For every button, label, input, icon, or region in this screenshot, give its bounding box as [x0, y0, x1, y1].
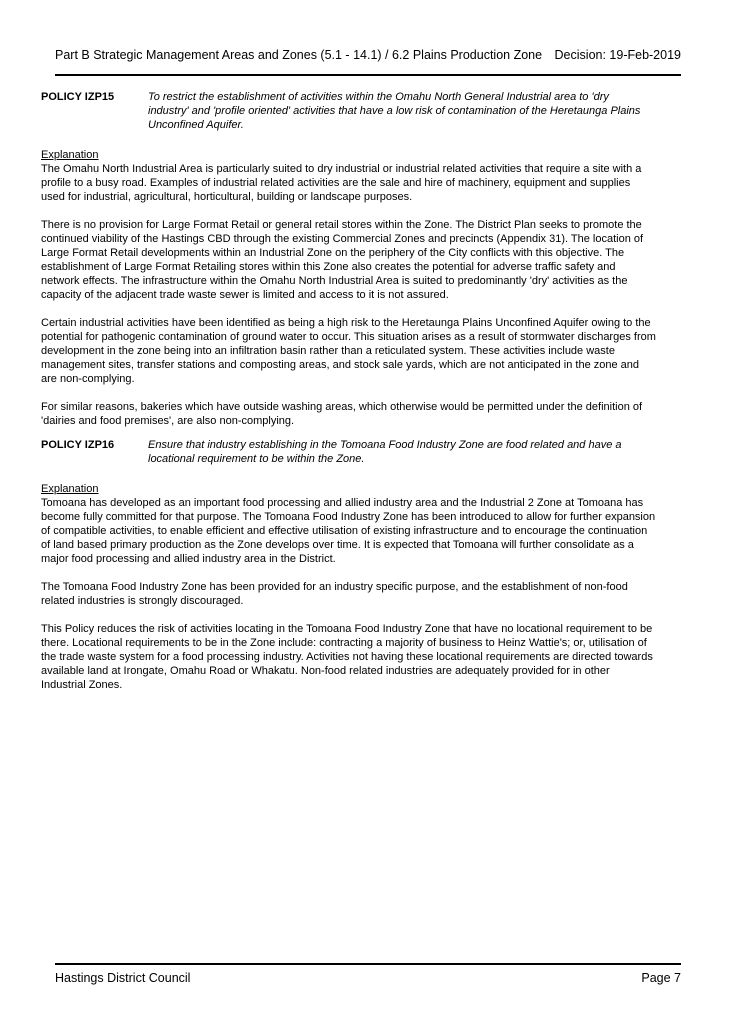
- policy-code: POLICY IZP16: [41, 439, 115, 451]
- header-title: Part B Strategic Management Areas and Zones (5.1 - 14.1) / 6.2 Plains Production Zone: [55, 48, 543, 62]
- footer-organisation: Hastings District Council: [55, 971, 191, 985]
- page-footer: [55, 963, 681, 985]
- policy-statement: To restrict the establishment of activities within the Omahu North General Industrial area to 'dry industry' and 'profile oriented' activities that have a low risk of contamination of the Heretaunga Plains Unconfined Aquifer.: [148, 91, 641, 131]
- policy-code: POLICY IZP15: [41, 91, 115, 103]
- explanation-paragraph: The Tomoana Food Industry Zone has been provided for an industry specific purpose, and the establishment of non-food related industries is strongly discouraged.: [41, 581, 628, 607]
- explanation-paragraph: The Omahu North Industrial Area is particularly suited to dry industrial or industrial related activities that require a site with a profile to a busy road. Examples of industrial related activities are the sale and hire of machinery, equipment and supplies used for industrial, agricultural, horticultural, building or landscape purposes.: [41, 163, 642, 203]
- page-number: Page 7: [641, 971, 681, 985]
- policy-statement: Ensure that industry establishing in the Tomoana Food Industry Zone are food related and have a locational requirement to be within the Zone.: [148, 439, 622, 465]
- explanation-paragraph: This Policy reduces the risk of activities locating in the Tomoana Food Industry Zone that have no locational requirement to be there. Locational requirements to be in the Zone include: contracting a majority of business to Heinz Wattie's; or, utilisation of the trade waste system for a food processing industry. Activities not having these locational requirements are directed towards available land at Irongate, Omahu Road or Whakatu. Non-food related industries are adequately provided for in other Industrial Zones.: [41, 623, 653, 691]
- explanation-heading: Explanation: [41, 149, 99, 161]
- explanation-paragraph: There is no provision for Large Format Retail or general retail stores within the Zone. The District Plan seeks to promote the continued viability of the Hastings CBD through the existing Commercial Zones and precincts (Appendix 31). The location of Large Format Retail developments within an Industrial Zone on the periphery of the City conflicts with this objective. The establishment of Large Format Retailing stores within this Zone also creates the potential for adverse traffic safety and network effects. The infrastructure within the Omahu North Industrial Area is suited to predominantly 'dry' activities as the capacity of the adjacent trade waste sewer is limited and access to it is not assured.: [41, 219, 644, 301]
- header-decision-date: Decision: 19-Feb-2019: [554, 48, 681, 62]
- explanation-heading: Explanation: [41, 483, 99, 495]
- page-header: [55, 48, 681, 76]
- explanation-paragraph: Tomoana has developed as an important food processing and allied industry area and the Industrial 2 Zone at Tomoana has become fully committed for that purpose. The Tomoana Food Industry Zone has been introduced to allow for further expansion of compatible activities, to enable efficient and effective utilisation of existing infrastructure and to encourage the continuation of land based primary production as the Zone develops over time. It is expected that Tomoana will further consolidate as a major food processing and allied industry area in the District.: [41, 497, 656, 565]
- policy-izp16: [41, 438, 656, 466]
- document-body: [41, 90, 656, 706]
- policy-izp15: [41, 90, 656, 132]
- explanation-paragraph: Certain industrial activities have been identified as being a high risk to the Heretaunga Plains Unconfined Aquifer owing to the potential for pathogenic contamination of ground water to occur. This situation arises as a result of stormwater discharges from development in the zone being into an infiltration basin rather than a reticulated system. These activities include waste management sites, transfer stations and composting areas, and stock sale yards, which are not anticipated in the zone and are non-complying.: [41, 317, 656, 385]
- explanation-paragraph: For similar reasons, bakeries which have outside washing areas, which otherwise would be permitted under the definition of 'dairies and food premises', are also non-complying.: [41, 401, 643, 427]
